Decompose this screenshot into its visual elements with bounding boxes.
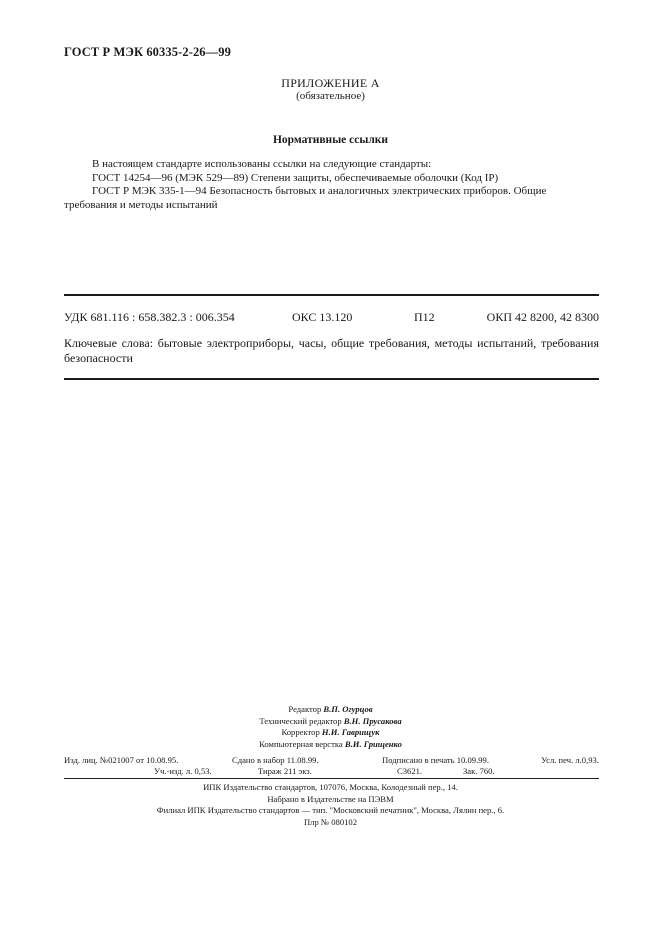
p-code: П12 — [414, 310, 435, 324]
layout-label: Компьютерная верстка — [259, 738, 343, 749]
imprint-line: ИПК Издательство стандартов, 107076, Москва, Колодезный пер., 14. — [203, 782, 458, 792]
classification-row — [64, 310, 599, 326]
bottom-divider — [64, 378, 599, 380]
edu-sheets: Уч.-изд. л. 0,53. — [154, 766, 212, 776]
udk-code: УДК 681.116 : 658.382.3 : 006.354 — [64, 310, 235, 324]
references-intro: В настоящем стандарте использованы ссылки на следующие стандарты: — [92, 158, 432, 170]
keywords: Ключевые слова: бытовые электроприборы, часы, общие требования, методы испытаний, требования безопасности — [64, 336, 599, 365]
imprint-line: Филиал ИПК Издательство стандартов — тип. "Московский печатник", Москва, Лялин пер., 6. — [156, 805, 505, 815]
corrector-label: Корректор — [281, 727, 320, 737]
signed-date: Подписано в печать 10.09.99. — [382, 755, 489, 765]
order-number: Зак. 760. — [463, 766, 495, 776]
oks-code: ОКС 13.120 — [292, 310, 353, 324]
layout-name: В.И. Грищенко — [344, 738, 402, 749]
tech-editor-name: В.Н. Прусакова — [343, 715, 402, 726]
document-code-header: ГОСТ Р МЭК 60335-2-26—99 — [64, 45, 231, 59]
appendix-subtitle: (обязательное) — [296, 90, 365, 102]
license: Изд. лиц. №021007 от 10.08.95. — [64, 755, 179, 765]
references-title: Нормативные ссылки — [272, 134, 389, 146]
imprint-line: Набрано в Издательстве на ПЭВМ — [267, 793, 394, 804]
references-list — [64, 158, 599, 212]
print-run: Тираж 211 экз. — [258, 766, 312, 776]
publication-row-1 — [64, 755, 599, 766]
tech-editor-label: Технический редактор — [259, 715, 342, 726]
top-divider — [64, 294, 599, 296]
imprint-divider — [64, 778, 599, 779]
imprint-block — [0, 782, 661, 828]
credits-block — [0, 704, 661, 750]
imprint-line: Плр № 080102 — [303, 816, 358, 827]
publication-row-2 — [64, 766, 599, 777]
editor-label: Редактор — [288, 704, 322, 714]
okp-code: ОКП 42 8200, 42 8300 — [486, 310, 599, 324]
sent-date: Сдано в набор 11.08.99. — [232, 755, 319, 765]
reference-item: ГОСТ 14254—96 (МЭК 529—89) Степени защиты, обеспечиваемые оболочки (Код IP) — [92, 171, 499, 184]
editor-name: В.П. Огурцов — [323, 704, 373, 714]
print-sheets: Усл. печ. л.0,93. — [541, 755, 599, 765]
corrector-name: Н.И. Гаврищук — [321, 727, 380, 737]
appendix-title: ПРИЛОЖЕНИЕ А — [281, 76, 380, 90]
reference-item: ГОСТ Р МЭК 335-1—94 Безопасность бытовых и аналогичных электрических приборов. Общие требования и методы испытаний — [64, 185, 547, 211]
c-code: С3621. — [397, 766, 423, 776]
